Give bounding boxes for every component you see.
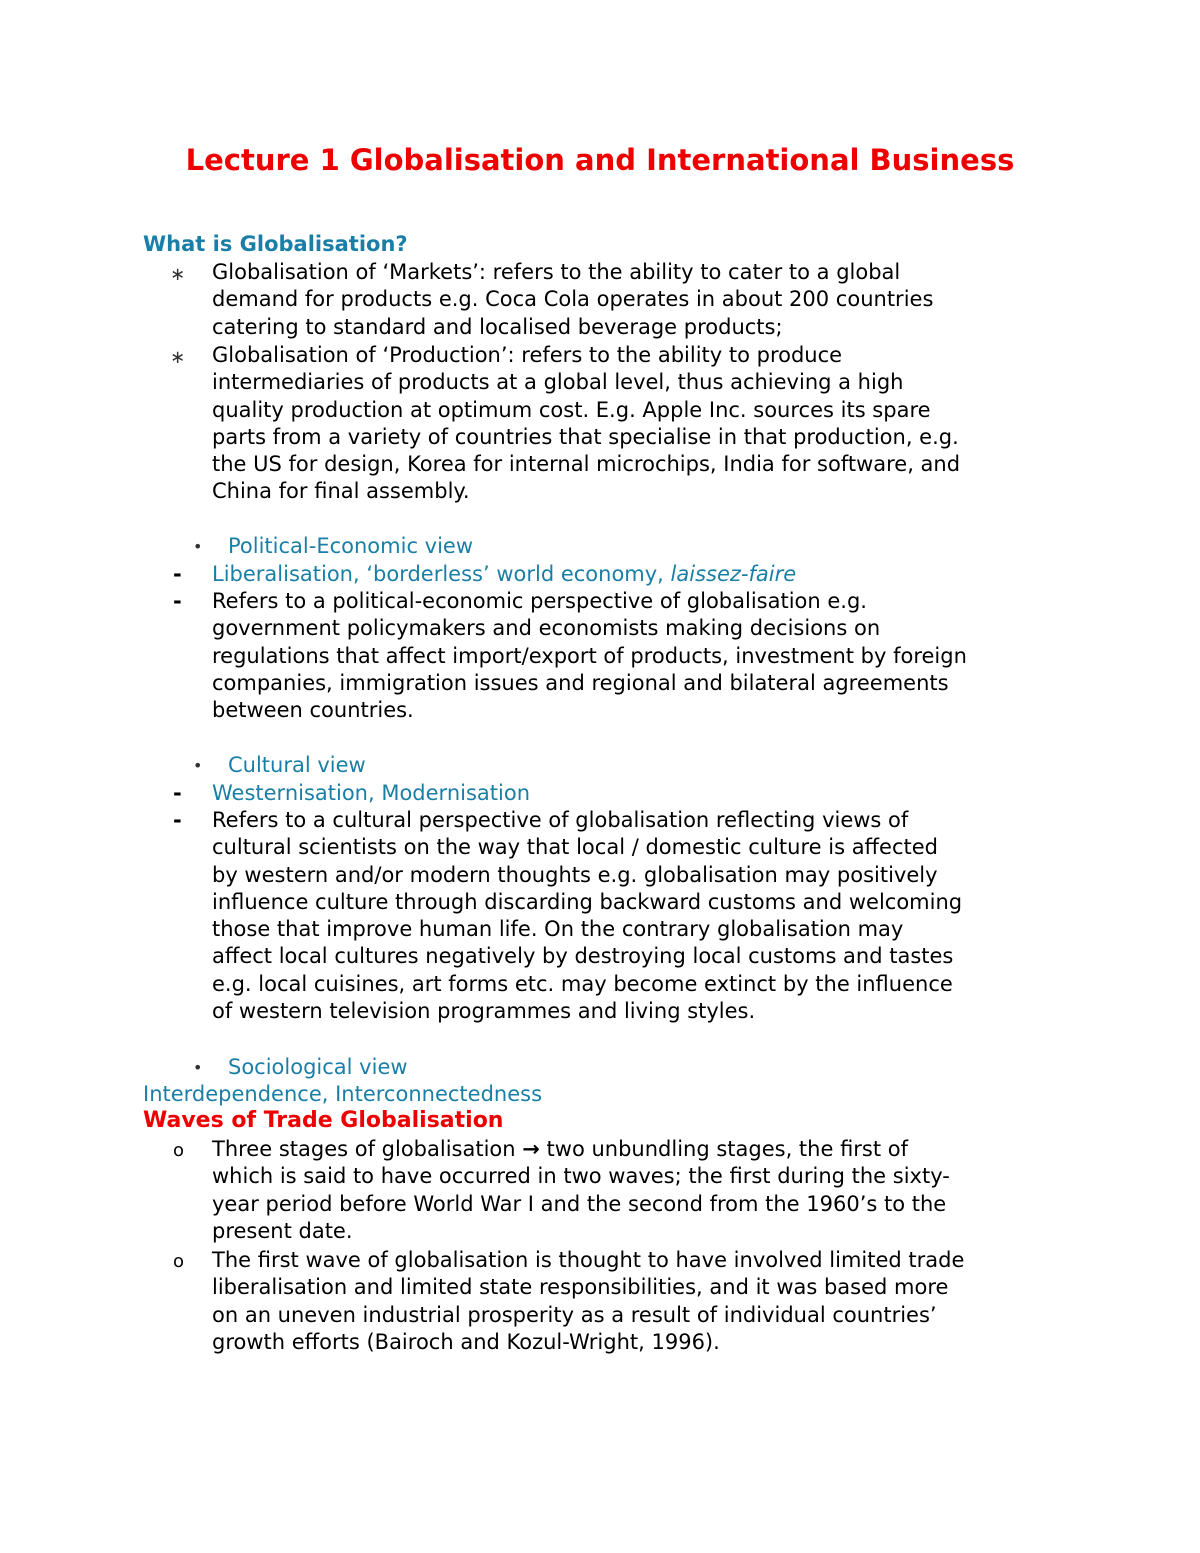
text-line: of western television programmes and living styles. <box>212 999 756 1024</box>
text-line: Refers to a political-economic perspective of globalisation e.g. <box>212 589 867 613</box>
text-line: affect local cultures negatively by destroying local customs and tastes <box>212 944 954 969</box>
asterisk-bullet-icon: ∗ <box>170 347 186 368</box>
text-line: Globalisation of ‘Markets’: refers to the ability to cater to a global <box>212 260 901 284</box>
text-line: Refers to a cultural perspective of globalisation reflecting views of <box>212 808 909 832</box>
text-line: cultural scientists on the way that local / domestic culture is affected <box>212 835 938 860</box>
text-line: present date. <box>212 1218 353 1243</box>
sociological-keywords: Interdependence, Interconnectedness <box>143 1082 543 1106</box>
wave-text <box>212 1136 1072 1245</box>
political-economic-view-label: Political-Economic view <box>228 534 474 558</box>
asterisk-bullet-icon: ∗ <box>170 264 186 285</box>
text-line: between countries. <box>212 698 414 723</box>
bullet-text <box>212 342 1072 506</box>
text-line: which is said to have occurred in two waves; the first during the sixty- <box>212 1164 950 1189</box>
text-line: e.g. local cuisines, art forms etc. may become extinct by the influence <box>212 971 953 996</box>
page-title: Lecture 1 Globalisation and International Business <box>185 143 1015 177</box>
circle-bullet-icon: o <box>173 1140 185 1161</box>
dash-bullet-icon: - <box>173 808 182 832</box>
text-line: companies, immigration issues and regional and bilateral agreements <box>212 670 949 695</box>
text-line: catering to standard and localised beverage products; <box>212 314 783 339</box>
dash-bullet-icon: - <box>173 781 182 805</box>
keywords-text: Liberalisation, ‘borderless’ world economy, <box>212 562 671 586</box>
text-line: demand for products e.g. Coca Cola operates in about 200 countries <box>212 287 934 312</box>
text-line: intermediaries of products at a global level, thus achieving a high <box>212 370 904 395</box>
text-line: liberalisation and limited state responsibilities, and it was based more <box>212 1275 949 1300</box>
text-fragment: Three stages of globalisation <box>212 1137 523 1161</box>
right-arrow-icon: → <box>522 1137 540 1161</box>
text-line: on an uneven industrial prosperity as a result of individual countries’ <box>212 1302 937 1327</box>
text-line: Westernisation, Modernisation <box>212 781 531 805</box>
text-fragment: two unbundling stages, the first of <box>539 1137 909 1161</box>
text-line: government policymakers and economists making decisions on <box>212 616 881 641</box>
text-line: the US for design, Korea for internal microchips, India for software, and <box>212 452 961 477</box>
keywords-italic-text: laissez-faire <box>670 562 797 586</box>
sociological-view-label: Sociological view <box>228 1055 408 1079</box>
section-heading-what-is-globalisation: What is Globalisation? <box>143 232 408 256</box>
dot-bullet-icon: • <box>193 537 203 556</box>
text-line: Globalisation of ‘Production’: refers to the ability to produce <box>212 343 843 367</box>
text-line: those that improve human life. On the contrary globalisation may <box>212 917 904 942</box>
cultural-description <box>212 807 1072 1025</box>
text-line: parts from a variety of countries that specialise in that production, e.g. <box>212 424 959 449</box>
cultural-view-label: Cultural view <box>228 753 366 777</box>
dash-bullet-icon: - <box>173 589 182 613</box>
dot-bullet-icon: • <box>193 1058 203 1077</box>
text-line: regulations that affect import/export of products, investment by foreign <box>212 643 967 668</box>
text-line: growth efforts (Bairoch and Kozul-Wright, 1996). <box>212 1329 720 1354</box>
political-keywords <box>212 561 1072 588</box>
text-line: by western and/or modern thoughts e.g. globalisation may positively <box>212 862 938 887</box>
political-description <box>212 588 1072 724</box>
bullet-text <box>212 259 1072 341</box>
cultural-keywords <box>212 780 1072 807</box>
circle-bullet-icon: o <box>173 1251 185 1272</box>
text-line: influence culture through discarding backward customs and welcoming <box>212 889 963 914</box>
text-line: year period before World War I and the second from the 1960’s to the <box>212 1191 947 1216</box>
dot-bullet-icon: • <box>193 756 203 775</box>
section-heading-waves: Waves of Trade Globalisation <box>143 1108 504 1133</box>
text-line: quality production at optimum cost. E.g. Apple Inc. sources its spare <box>212 397 931 422</box>
dash-bullet-icon: - <box>173 562 182 586</box>
text-line: China for final assembly. <box>212 479 470 504</box>
text-line: The first wave of globalisation is thought to have involved limited trade <box>212 1248 965 1272</box>
wave-text <box>212 1247 1072 1356</box>
